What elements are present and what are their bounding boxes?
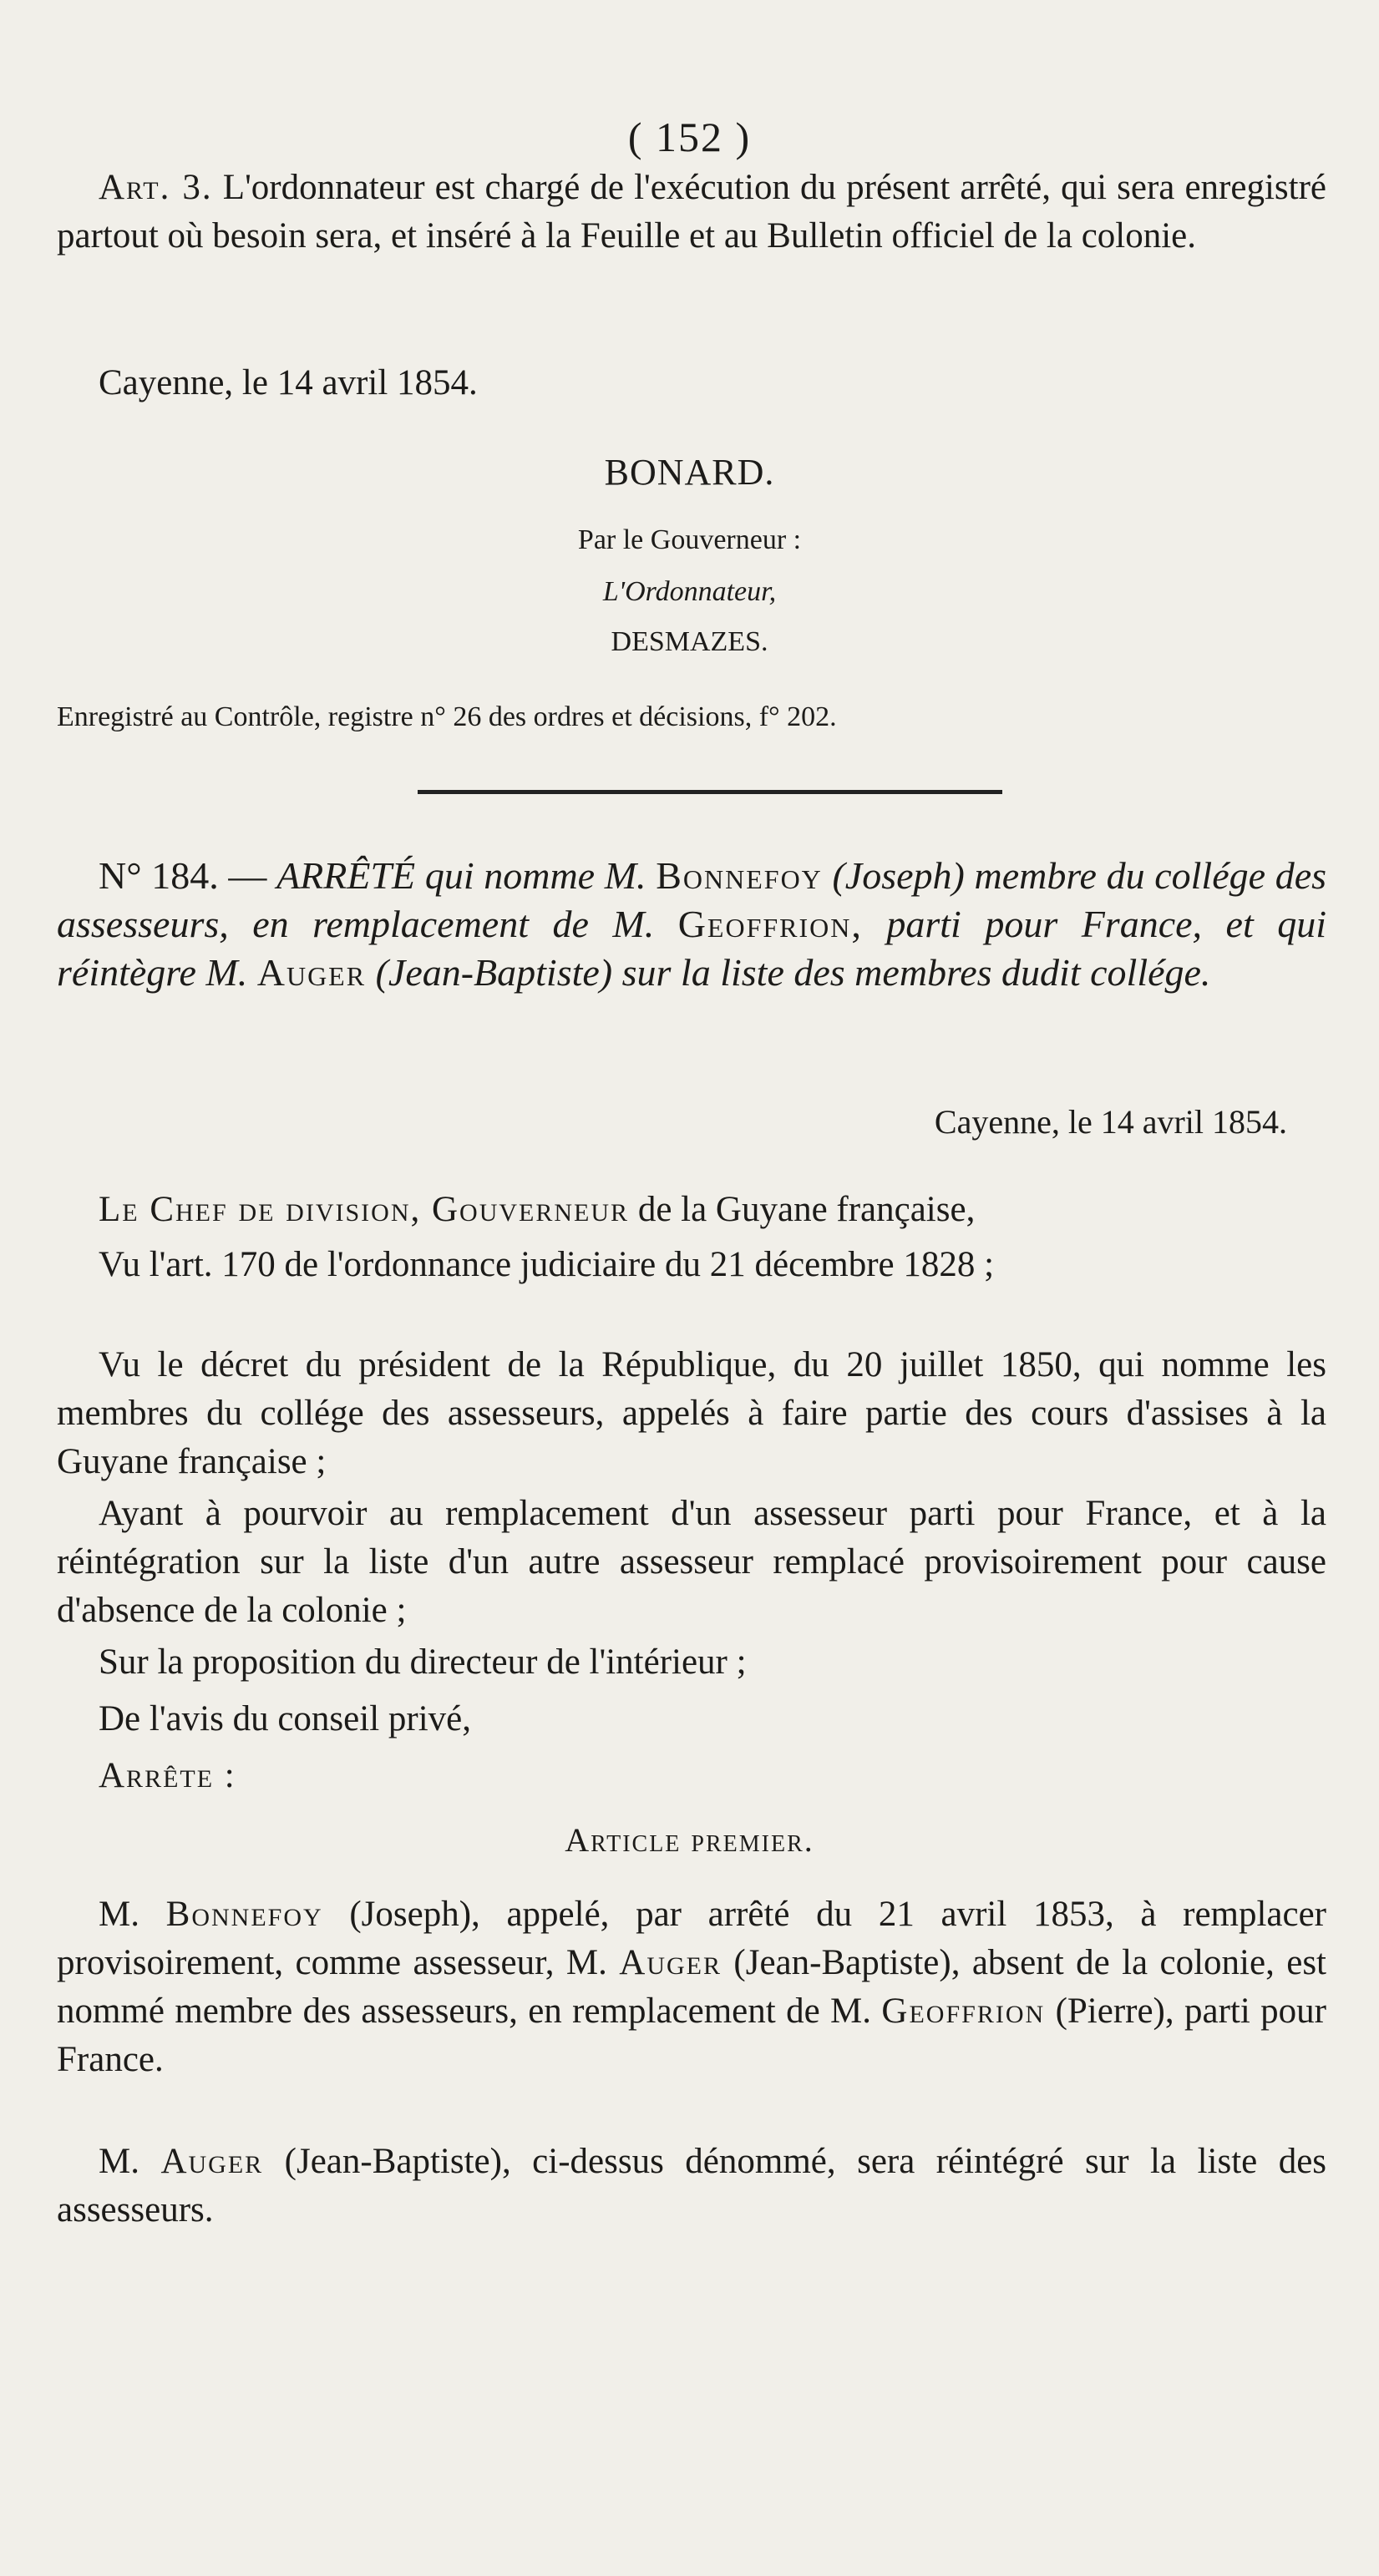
- preamble-head-rest: de la Guyane française,: [637, 1190, 976, 1229]
- body1-text-3: (Pierre), parti pour France.: [57, 1991, 1327, 2079]
- decree-title-text-1: qui nomme M.: [424, 854, 646, 897]
- body2-name-auger: Auger: [160, 2142, 264, 2181]
- body1-m: M.: [99, 1895, 139, 1934]
- date-line-2: Cayenne, le 14 avril 1854.: [934, 1103, 1287, 1141]
- signature-name: BONARD.: [604, 452, 775, 493]
- preamble-sur: Sur la proposition du directeur de l'intérieur ;: [99, 1642, 747, 1682]
- decree-title: [57, 852, 1326, 997]
- article-3-text: L'ordonnateur est chargé de l'exécution du présent arrêté, qui sera enregistré partout où besoin sera, et inséré à la Feuille et au Bulletin officiel de la colonie.: [57, 168, 1326, 256]
- body1-name-bonnefoy: Bonnefoy: [165, 1895, 323, 1934]
- article-premier-heading: Article premier.: [565, 1821, 814, 1859]
- date-line-1: Cayenne, le 14 avril 1854.: [99, 363, 478, 402]
- article-3: [57, 164, 1326, 261]
- preamble-vu-1: Vu l'art. 170 de l'ordonnance judiciaire du 21 décembre 1828 ;: [99, 1245, 995, 1284]
- preamble-arrete: Arrête :: [99, 1756, 236, 1795]
- decree-title-text-2: (Joseph) membre du collége des assesseurs, en remplacement de M.: [57, 854, 1327, 945]
- preamble-head-sc: Le Chef de division, Gouverneur: [99, 1190, 630, 1229]
- preamble-vu-2: Vu le décret du président de la République, du 20 juillet 1850, qui nomme les membres du collége des assesseurs, appelés à faire partie des cours d'assises à la Guyane française ;: [57, 1345, 1326, 1481]
- body2-text: (Jean-Baptiste), ci-dessus dénommé, sera réintégré sur la liste des assesseurs.: [57, 2142, 1327, 2229]
- preamble-head: [57, 1186, 1326, 1234]
- decree-title-text-4: (Jean-Baptiste) sur la liste des membres dudit collége.: [375, 951, 1211, 994]
- registration-line: Enregistré au Contrôle, registre n° 26 des ordres et décisions, f° 202.: [57, 701, 837, 732]
- page-number: ( 152 ): [627, 114, 752, 160]
- preamble-ayant: Ayant à pourvoir au remplacement d'un assesseur parti pour France, et à la réintégration sur la liste d'un autre assesseur remplacé provisoirement pour cause d'absence de la colonie ;: [57, 1494, 1326, 1630]
- decree-number: N° 184.: [99, 854, 219, 897]
- signature-par: Par le Gouverneur :: [577, 524, 802, 555]
- signature-role: L'Ordonnateur,: [602, 576, 777, 607]
- body1-text-1: (Joseph), appelé, par arrêté du 21 avril 1853, à remplacer provisoirement, comme assesseur, M.: [57, 1895, 1327, 1982]
- decree-name-auger: Auger: [256, 951, 367, 994]
- article-body-2: [57, 2138, 1326, 2234]
- body2-m: M.: [99, 2142, 139, 2181]
- section-divider: [418, 790, 1002, 794]
- decree-dash: —: [228, 854, 267, 897]
- decree-title-text-3: parti pour France, et qui réintègre M.: [57, 903, 1326, 994]
- body1-name-auger: Auger: [619, 1943, 722, 1982]
- article-3-label: Art. 3.: [99, 168, 213, 207]
- decree-arrete: ARRÊTÉ: [276, 854, 416, 897]
- signature-signatory: DESMAZES.: [611, 626, 768, 657]
- decree-name-bonnefoy: Bonnefoy: [656, 854, 823, 897]
- decree-name-geoffrion: Geoffrion,: [677, 903, 863, 945]
- article-body-1: [57, 1890, 1326, 2084]
- body1-name-geoffrion: Geoffrion: [881, 1991, 1046, 2031]
- body1-text-2: (Jean-Baptiste), absent de la colonie, est nommé membre des assesseurs, en remplacement de M.: [57, 1943, 1327, 2031]
- preamble-avis: De l'avis du conseil privé,: [99, 1699, 471, 1738]
